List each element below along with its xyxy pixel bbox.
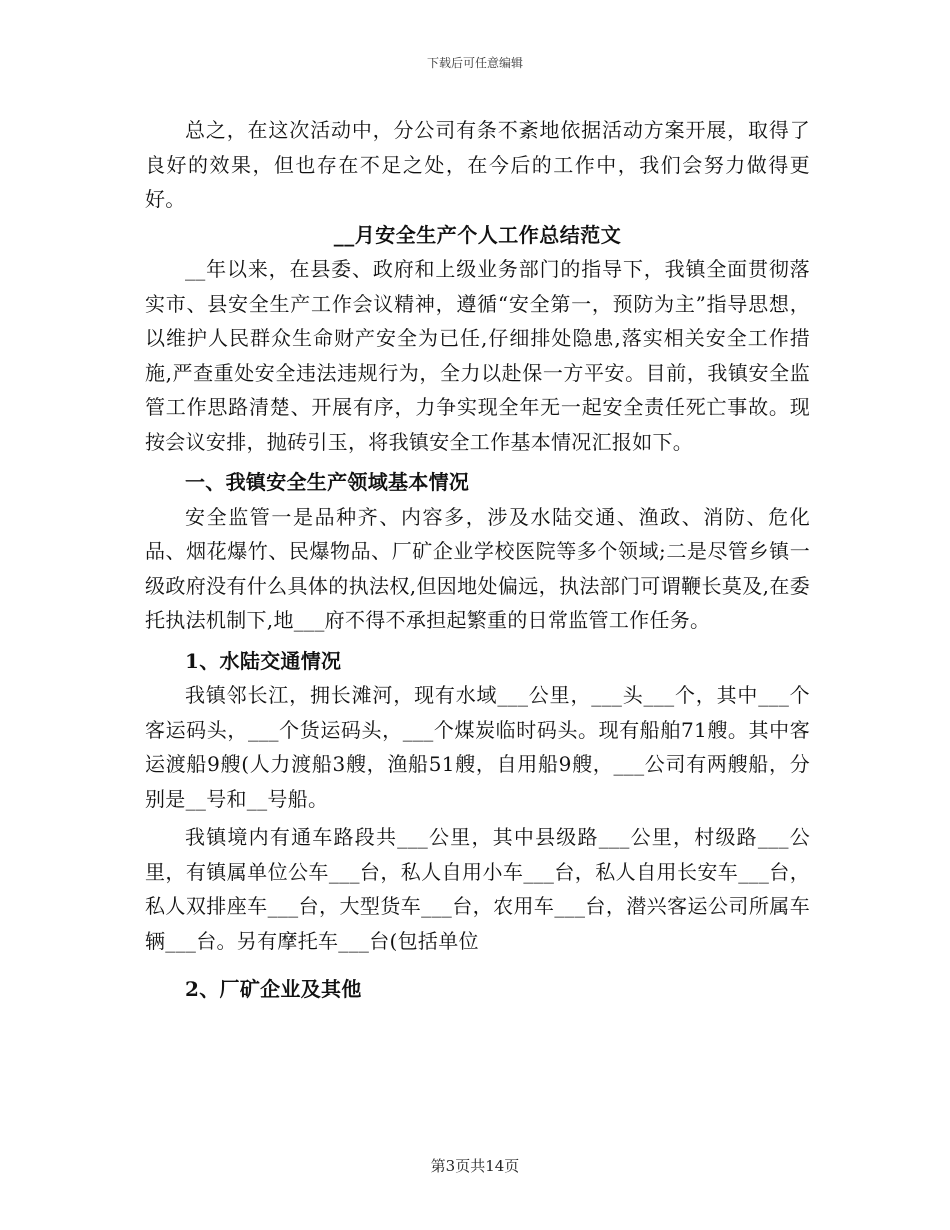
document-body: [145, 113, 810, 1007]
section-heading-factories-enterprises: 2、厂矿企业及其他: [185, 977, 362, 1001]
page-number-footer: 第3页共14页: [430, 1157, 520, 1175]
header-note: 下载后可任意编辑: [426, 56, 523, 70]
section-heading-water-land-traffic: 1、水陆交通情况: [185, 648, 342, 673]
conclusion-paragraph: 总之，在这次活动中，分公司有条不紊地依据活动方案开展，取得了良好的效果，但也存在不足之处，在今后的工作中，我们会努力做得更好。: [145, 118, 810, 211]
document-title: __月安全生产个人工作总结范文: [333, 222, 622, 247]
water-paragraph: 我镇邻长江，拥长滩河，现有水域___公里，___头___个，其中___个客运码头，___个货运码头，___个煤炭临时码头。现有船舶71艘。其中客运渡船9艘(人力渡船3艘，渔船51艘，自用船9艘，___公司有两艘船，分别是__号和__号船。: [145, 683, 810, 811]
intro-paragraph: __年以来，在县委、政府和上级业务部门的指导下，我镇全面贯彻落实市、县安全生产工作会议精神，遵循“安全第一，预防为主”指导思想，以维护人民群众生命财产安全为已任,仔细排处隐患,落实相关安全工作措施,严查重处安全违法违规行为，全力以赴保一方平安。目前，我镇安全监管工作思路清楚、开展有序，力争实现全年无一起安全责任死亡事故。现按会议安排，抛砖引玉，将我镇安全工作基本情况汇报如下。: [145, 257, 810, 454]
road-paragraph: 我镇境内有通车路段共___公里，其中县级路___公里，村级路___公里，有镇属单位公车___台，私人自用小车___台，私人自用长安车___台，私人双排座车___台，大型货车___台，农用车___台，潜兴客运公司所属车辆___台。另有摩托车___台(包括单位: [145, 825, 810, 953]
section-heading-basic-situation: 一、我镇安全生产领域基本情况: [185, 470, 470, 494]
overview-paragraph: 安全监管一是品种齐、内容多，涉及水陆交通、渔政、消防、危化品、烟花爆竹、民爆物品、厂矿企业学校医院等多个领域;二是尽管乡镇一级政府没有什么具体的执法权,但因地处偏远，执法部门可谓鞭长莫及,在委托执法机制下,地___府不得不承担起繁重的日常监管工作任务。: [145, 504, 810, 632]
